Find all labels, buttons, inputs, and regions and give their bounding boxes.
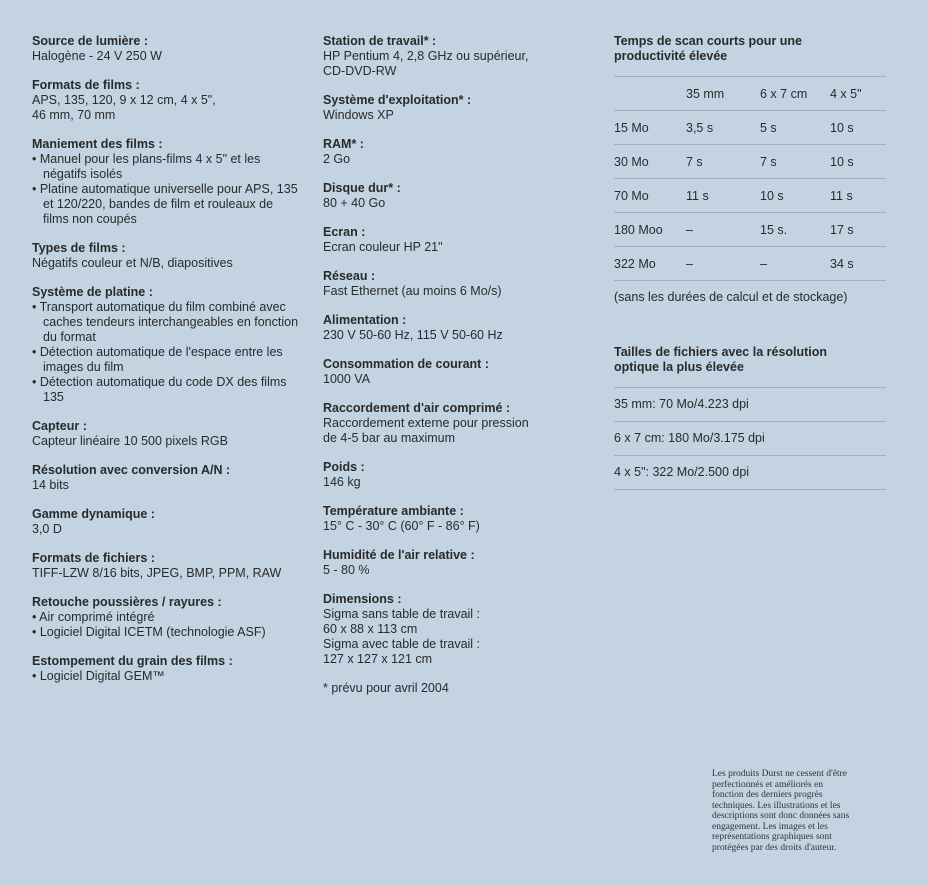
header-cell: 6 x 7 cm bbox=[760, 77, 830, 111]
spec-label: Source de lumière : bbox=[32, 34, 149, 48]
spec-label: Formats de films : bbox=[32, 78, 140, 92]
disclaimer-line: Les produits Durst ne cessent d'être bbox=[712, 769, 847, 779]
table-row bbox=[614, 111, 886, 145]
disclaimer-line: techniques. Les illustrations et les bbox=[712, 800, 841, 811]
spec-block bbox=[323, 548, 583, 578]
list-item: 4 x 5": 322 Mo/2.500 dpi bbox=[614, 455, 886, 490]
scan-times-title bbox=[614, 34, 886, 64]
spec-label: Consommation de courant : bbox=[323, 357, 489, 371]
table-cell: – bbox=[686, 213, 760, 247]
legal-disclaimer bbox=[712, 769, 892, 853]
table-cell: 17 s bbox=[830, 213, 886, 247]
spec-value: Négatifs couleur et N/B, diapositives bbox=[32, 256, 233, 270]
spec-block bbox=[323, 181, 583, 211]
spec-block bbox=[32, 654, 302, 684]
spec-label: Estompement du grain des films : bbox=[32, 654, 233, 668]
spec-label: Température ambiante : bbox=[323, 504, 464, 518]
table-cell: 70 Mo bbox=[614, 179, 686, 213]
table-cell: 34 s bbox=[830, 247, 886, 281]
spec-bullet: • Transport automatique du film combiné avec caches tendeurs interchangeables en fonction du format bbox=[32, 300, 299, 344]
spec-value: 1000 VA bbox=[323, 372, 371, 386]
spec-value: 80 + 40 Go bbox=[323, 196, 386, 210]
spec-block bbox=[323, 357, 583, 387]
specs-list bbox=[323, 34, 583, 667]
spec-value: Sigma avec table de travail : bbox=[323, 637, 481, 651]
spec-label: Alimentation : bbox=[323, 313, 407, 327]
spec-block bbox=[323, 137, 583, 167]
spec-label: Station de travail* : bbox=[323, 34, 437, 48]
spec-value: 5 - 80 % bbox=[323, 563, 370, 577]
spec-value: 15° C - 30° C (60° F - 86° F) bbox=[323, 519, 480, 533]
spec-bullet: • Air comprimé intégré bbox=[32, 610, 155, 624]
header-cell: 4 x 5" bbox=[830, 77, 886, 111]
spec-block bbox=[32, 507, 302, 537]
spec-value: APS, 135, 120, 9 x 12 cm, 4 x 5", bbox=[32, 93, 216, 107]
table-cell: 180 Moo bbox=[614, 213, 686, 247]
spec-label: Raccordement d'air comprimé : bbox=[323, 401, 511, 415]
table-cell: 10 s bbox=[830, 111, 886, 145]
table-row bbox=[614, 247, 886, 281]
table-cell: 10 s bbox=[830, 145, 886, 179]
spec-label: Dimensions : bbox=[323, 592, 402, 606]
spec-block bbox=[32, 241, 302, 271]
header-cell: 35 mm bbox=[686, 77, 760, 111]
disclaimer-line: descriptions sont donc données sans bbox=[712, 811, 850, 821]
spec-bullet: • Détection automatique du code DX des films 135 bbox=[32, 375, 287, 404]
table-cell: 5 s bbox=[760, 111, 830, 145]
spec-block bbox=[32, 463, 302, 493]
list-item: 35 mm: 70 Mo/4.223 dpi bbox=[614, 387, 886, 421]
table-cell: 10 s bbox=[760, 179, 830, 213]
spec-block bbox=[323, 34, 583, 79]
spec-value: Ecran couleur HP 21" bbox=[323, 240, 443, 254]
scan-times-table bbox=[614, 76, 886, 281]
spec-label: Retouche poussières / rayures : bbox=[32, 595, 222, 609]
spec-block bbox=[323, 460, 583, 490]
table-cell: 30 Mo bbox=[614, 145, 686, 179]
table-cell: 322 Mo bbox=[614, 247, 686, 281]
spec-value: Halogène - 24 V 250 W bbox=[32, 49, 162, 63]
spec-value: de 4-5 bar au maximum bbox=[323, 431, 456, 445]
specs-column-1 bbox=[32, 34, 302, 698]
spec-label: Réseau : bbox=[323, 269, 376, 283]
table-cell: 3,5 s bbox=[686, 111, 760, 145]
spec-label: Ecran : bbox=[323, 225, 366, 239]
file-sizes-title bbox=[614, 345, 886, 375]
spec-label: Disque dur* : bbox=[323, 181, 401, 195]
disclaimer-line: protégées par des droits d'auteur. bbox=[712, 842, 837, 853]
spec-block bbox=[323, 225, 583, 255]
spec-block bbox=[323, 401, 583, 446]
spec-label: Gamme dynamique : bbox=[32, 507, 155, 521]
disclaimer-line: perfectionnés et améliorés en bbox=[712, 779, 824, 790]
spec-block bbox=[323, 269, 583, 299]
spec-label: RAM* : bbox=[323, 137, 364, 151]
performance-column bbox=[614, 34, 886, 490]
header-cell bbox=[614, 77, 686, 111]
scan-times-title-line: productivité élevée bbox=[614, 49, 728, 63]
spec-block bbox=[32, 285, 302, 405]
file-sizes-list bbox=[614, 387, 886, 490]
spec-label: Types de films : bbox=[32, 241, 126, 255]
spec-value: CD-DVD-RW bbox=[323, 64, 397, 78]
spec-value: 146 kg bbox=[323, 475, 361, 489]
spec-block bbox=[323, 93, 583, 123]
spec-block bbox=[323, 592, 583, 667]
disclaimer-line: représentations graphiques sont bbox=[712, 832, 832, 842]
spec-label: Maniement des films : bbox=[32, 137, 163, 151]
spec-label: Formats de fichiers : bbox=[32, 551, 155, 565]
spec-label: Poids : bbox=[323, 460, 365, 474]
specs-column-2 bbox=[323, 34, 583, 696]
table-row bbox=[614, 179, 886, 213]
table-header-row bbox=[614, 77, 886, 111]
spec-block bbox=[32, 595, 302, 640]
spec-value: 14 bits bbox=[32, 478, 69, 492]
spec-value: Capteur linéaire 10 500 pixels RGB bbox=[32, 434, 228, 448]
disclaimer-line: fonction des derniers progrès bbox=[712, 790, 823, 800]
spec-block bbox=[32, 551, 302, 581]
spec-value: 3,0 D bbox=[32, 522, 62, 536]
table-cell: 11 s bbox=[830, 179, 886, 213]
spec-value: Raccordement externe pour pression bbox=[323, 416, 529, 430]
spec-block bbox=[32, 34, 302, 64]
spec-block bbox=[323, 504, 583, 534]
table-cell: 15 s. bbox=[760, 213, 830, 247]
file-sizes-title-line: optique la plus élevée bbox=[614, 360, 744, 374]
spec-block bbox=[323, 313, 583, 343]
spec-label: Système de platine : bbox=[32, 285, 153, 299]
table-row bbox=[614, 145, 886, 179]
spec-label: Système d'exploitation* : bbox=[323, 93, 472, 107]
scan-times-note: (sans les durées de calcul et de stockage) bbox=[614, 290, 848, 304]
spec-value: Fast Ethernet (au moins 6 Mo/s) bbox=[323, 284, 502, 298]
spec-block bbox=[32, 137, 302, 227]
scan-times-title-line: Temps de scan courts pour une bbox=[614, 34, 803, 48]
spec-value: 46 mm, 70 mm bbox=[32, 108, 116, 122]
spec-block bbox=[32, 419, 302, 449]
spec-value: HP Pentium 4, 2,8 GHz ou supérieur, bbox=[323, 49, 529, 63]
table-row bbox=[614, 213, 886, 247]
spec-label: Humidité de l'air relative : bbox=[323, 548, 475, 562]
table-cell: 7 s bbox=[760, 145, 830, 179]
table-cell: – bbox=[686, 247, 760, 281]
spec-value: 127 x 127 x 121 cm bbox=[323, 652, 433, 666]
spec-label: Résolution avec conversion A/N : bbox=[32, 463, 231, 477]
spec-value: 60 x 88 x 113 cm bbox=[323, 622, 418, 636]
spec-value: Windows XP bbox=[323, 108, 394, 122]
footnote: * prévu pour avril 2004 bbox=[323, 681, 449, 695]
spec-bullet: • Logiciel Digital GEM™ bbox=[32, 669, 165, 683]
spec-bullet: • Logiciel Digital ICETM (technologie ASF) bbox=[32, 625, 266, 639]
spec-value: Sigma sans table de travail : bbox=[323, 607, 481, 621]
spec-bullet: • Platine automatique universelle pour APS, 135 et 120/220, bandes de film et rouleaux de films non coupés bbox=[32, 182, 298, 226]
list-item: 6 x 7 cm: 180 Mo/3.175 dpi bbox=[614, 421, 886, 455]
file-sizes-title-line: Tailles de fichiers avec la résolution bbox=[614, 345, 828, 359]
disclaimer-line: engagement. Les images et les bbox=[712, 821, 828, 832]
table-cell: – bbox=[760, 247, 830, 281]
spec-value: 2 Go bbox=[323, 152, 351, 166]
table-cell: 7 s bbox=[686, 145, 760, 179]
spec-label: Capteur : bbox=[32, 419, 87, 433]
spec-value: 230 V 50-60 Hz, 115 V 50-60 Hz bbox=[323, 328, 503, 342]
spec-block bbox=[32, 78, 302, 123]
spec-bullet: • Manuel pour les plans-films 4 x 5" et les négatifs isolés bbox=[32, 152, 261, 181]
table-cell: 11 s bbox=[686, 179, 760, 213]
table-cell: 15 Mo bbox=[614, 111, 686, 145]
spec-value: TIFF-LZW 8/16 bits, JPEG, BMP, PPM, RAW bbox=[32, 566, 282, 580]
spec-bullet: • Détection automatique de l'espace entre les images du film bbox=[32, 345, 283, 374]
